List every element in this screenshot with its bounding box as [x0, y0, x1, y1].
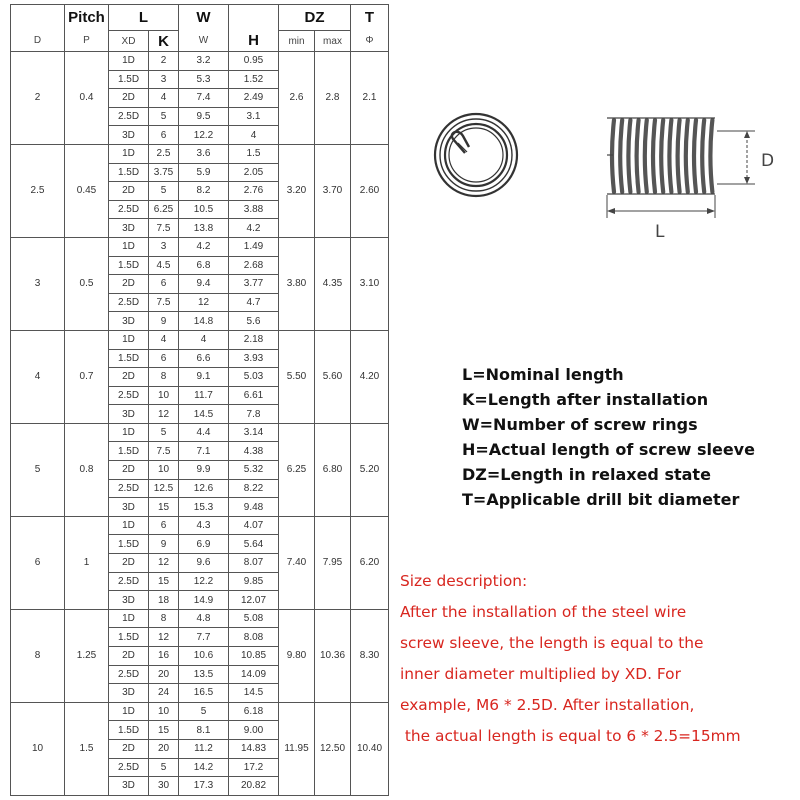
coil-turn	[612, 120, 614, 192]
cell-t: 2.1	[351, 52, 389, 145]
cell-k: 10	[149, 386, 179, 405]
description-line: After the installation of the steel wire	[400, 603, 687, 621]
cell-d: 3	[11, 237, 65, 330]
cell-w: 12.2	[179, 126, 229, 145]
header-w-label: W	[198, 35, 209, 47]
cell-k: 12	[149, 628, 179, 647]
cell-dz-max: 6.80	[315, 423, 351, 516]
table-row	[11, 702, 389, 721]
cell-xd: 3D	[109, 219, 149, 238]
legend-item-w: W=Number of screw rings	[462, 415, 698, 434]
cell-w: 5	[179, 702, 229, 721]
coil-side-view-icon	[607, 117, 715, 195]
legend-item-t: T=Applicable drill bit diameter	[462, 490, 740, 509]
cell-k: 7.5	[149, 219, 179, 238]
description-heading: Size description:	[400, 572, 528, 590]
cell-k: 5	[149, 423, 179, 442]
table-row	[11, 330, 389, 349]
cell-d: 8	[11, 609, 65, 702]
cell-k: 9	[149, 312, 179, 331]
spec-table	[10, 4, 389, 796]
cell-xd: 1.5D	[109, 70, 149, 89]
description-line: the actual length is equal to 6 * 2.5=15mm	[400, 727, 741, 745]
cell-dz-min: 3.80	[279, 237, 315, 330]
cell-w: 4.4	[179, 423, 229, 442]
header-phi: Φ	[351, 31, 389, 52]
cell-w: 16.5	[179, 684, 229, 703]
cell-dz-max: 5.60	[315, 330, 351, 423]
cell-d: 4	[11, 330, 65, 423]
cell-xd: 2.5D	[109, 758, 149, 777]
table-row	[11, 609, 389, 628]
cell-k: 7.5	[149, 293, 179, 312]
header-blank	[11, 5, 65, 31]
description-line: screw sleeve, the length is equal to the	[400, 634, 704, 652]
cell-k: 12	[149, 405, 179, 424]
cell-xd: 3D	[109, 777, 149, 796]
cell-h: 20.82	[229, 777, 279, 796]
cell-k: 12.5	[149, 479, 179, 498]
cell-w: 5.9	[179, 163, 229, 182]
coil-turn	[678, 120, 680, 192]
cell-xd: 2D	[109, 461, 149, 480]
cell-xd: 1.5D	[109, 349, 149, 368]
coil-turn	[686, 120, 688, 192]
table-row	[11, 144, 389, 163]
cell-h: 2.76	[229, 182, 279, 201]
d-dimension	[717, 131, 755, 184]
cell-k: 3.75	[149, 163, 179, 182]
cell-k: 3	[149, 237, 179, 256]
cell-h: 3.14	[229, 423, 279, 442]
cell-h: 10.85	[229, 647, 279, 666]
coil-turn	[694, 120, 696, 192]
cell-h: 5.64	[229, 535, 279, 554]
cell-k: 4	[149, 89, 179, 108]
cell-w: 7.1	[179, 442, 229, 461]
cell-h: 6.18	[229, 702, 279, 721]
cell-xd: 2D	[109, 647, 149, 666]
cell-pitch: 1	[65, 516, 109, 609]
coil-turn	[710, 120, 712, 192]
cell-k: 6	[149, 516, 179, 535]
table-row	[11, 423, 389, 442]
cell-k: 6.25	[149, 200, 179, 219]
spec-table-body	[11, 52, 389, 796]
cell-xd: 2D	[109, 182, 149, 201]
cell-dz-min: 7.40	[279, 516, 315, 609]
cell-xd: 1D	[109, 609, 149, 628]
cell-dz-max: 12.50	[315, 702, 351, 795]
cell-xd: 1D	[109, 237, 149, 256]
header-min: min	[279, 31, 315, 52]
header-pitch: Pitch	[65, 5, 109, 31]
cell-xd: 2D	[109, 368, 149, 387]
cell-xd: 1D	[109, 52, 149, 71]
cell-xd: 3D	[109, 591, 149, 610]
cell-t: 6.20	[351, 516, 389, 609]
cell-dz-max: 7.95	[315, 516, 351, 609]
cell-xd: 2.5D	[109, 107, 149, 126]
cell-h: 17.2	[229, 758, 279, 777]
cell-w: 4.3	[179, 516, 229, 535]
cell-h: 5.08	[229, 609, 279, 628]
cell-h: 12.07	[229, 591, 279, 610]
cell-h: 9.48	[229, 498, 279, 517]
cell-h: 0.95	[229, 52, 279, 71]
cell-pitch: 0.7	[65, 330, 109, 423]
cell-w: 9.6	[179, 554, 229, 573]
cell-xd: 1D	[109, 144, 149, 163]
cell-k: 15	[149, 721, 179, 740]
cell-xd: 2D	[109, 89, 149, 108]
cell-k: 24	[149, 684, 179, 703]
cell-w: 9.4	[179, 275, 229, 294]
cell-xd: 3D	[109, 312, 149, 331]
cell-k: 6	[149, 349, 179, 368]
cell-dz-max: 4.35	[315, 237, 351, 330]
cell-dz-min: 2.6	[279, 52, 315, 145]
cell-t: 5.20	[351, 423, 389, 516]
cell-k: 9	[149, 535, 179, 554]
cell-w: 10.6	[179, 647, 229, 666]
cell-xd: 3D	[109, 126, 149, 145]
cell-w: 12.6	[179, 479, 229, 498]
cell-k: 5	[149, 182, 179, 201]
cell-w: 3.6	[179, 144, 229, 163]
cell-k: 20	[149, 739, 179, 758]
header-h: H	[229, 31, 279, 52]
cell-xd: 2.5D	[109, 200, 149, 219]
header-dz: DZ	[279, 5, 351, 31]
cell-w: 14.2	[179, 758, 229, 777]
cell-k: 16	[149, 647, 179, 666]
cell-w: 4	[179, 330, 229, 349]
cell-h: 8.22	[229, 479, 279, 498]
cell-xd: 2D	[109, 739, 149, 758]
cell-k: 4.5	[149, 256, 179, 275]
coil-turn	[669, 120, 671, 192]
cell-pitch: 1.5	[65, 702, 109, 795]
cell-xd: 1D	[109, 516, 149, 535]
header-d: D	[11, 31, 65, 52]
cell-w: 7.7	[179, 628, 229, 647]
cell-dz-max: 2.8	[315, 52, 351, 145]
cell-k: 15	[149, 572, 179, 591]
cell-pitch: 0.5	[65, 237, 109, 330]
cell-xd: 2.5D	[109, 293, 149, 312]
header-t: T	[351, 5, 389, 31]
cell-h: 14.5	[229, 684, 279, 703]
cell-w: 8.2	[179, 182, 229, 201]
cell-h: 8.08	[229, 628, 279, 647]
cell-dz-min: 6.25	[279, 423, 315, 516]
cell-t: 2.60	[351, 144, 389, 237]
l-dimension	[607, 195, 715, 218]
cell-k: 3	[149, 70, 179, 89]
cell-w: 13.8	[179, 219, 229, 238]
cell-h: 7.8	[229, 405, 279, 424]
cell-h: 3.77	[229, 275, 279, 294]
cell-w: 10.5	[179, 200, 229, 219]
cell-h: 9.00	[229, 721, 279, 740]
cell-k: 20	[149, 665, 179, 684]
cell-xd: 1.5D	[109, 721, 149, 740]
cell-w: 13.5	[179, 665, 229, 684]
cell-d: 10	[11, 702, 65, 795]
cell-xd: 1D	[109, 330, 149, 349]
cell-w: 6.9	[179, 535, 229, 554]
cell-t: 10.40	[351, 702, 389, 795]
cell-h: 3.93	[229, 349, 279, 368]
coil-turn	[702, 120, 704, 192]
cell-k: 10	[149, 702, 179, 721]
cell-dz-min: 11.95	[279, 702, 315, 795]
cell-w: 17.3	[179, 777, 229, 796]
cell-t: 3.10	[351, 237, 389, 330]
cell-h: 3.1	[229, 107, 279, 126]
cell-h: 4	[229, 126, 279, 145]
cell-h: 2.05	[229, 163, 279, 182]
header-w-sub	[179, 31, 229, 52]
cell-xd: 1D	[109, 702, 149, 721]
coil-end-view-icon	[435, 114, 517, 196]
cell-xd: 3D	[109, 405, 149, 424]
cell-h: 1.49	[229, 237, 279, 256]
cell-t: 8.30	[351, 609, 389, 702]
cell-xd: 2.5D	[109, 386, 149, 405]
cell-w: 11.2	[179, 739, 229, 758]
cell-k: 7.5	[149, 442, 179, 461]
cell-pitch: 1.25	[65, 609, 109, 702]
cell-k: 4	[149, 330, 179, 349]
table-row	[11, 237, 389, 256]
cell-xd: 2.5D	[109, 665, 149, 684]
cell-w: 7.4	[179, 89, 229, 108]
cell-k: 5	[149, 758, 179, 777]
cell-w: 4.2	[179, 237, 229, 256]
cell-w: 12.2	[179, 572, 229, 591]
cell-xd: 1.5D	[109, 628, 149, 647]
coil-turn	[661, 120, 663, 192]
legend-item-l: L=Nominal length	[462, 365, 624, 384]
cell-w: 4.8	[179, 609, 229, 628]
cell-k: 10	[149, 461, 179, 480]
cell-h: 6.61	[229, 386, 279, 405]
cell-w: 14.9	[179, 591, 229, 610]
cell-h: 14.83	[229, 739, 279, 758]
cell-d: 5	[11, 423, 65, 516]
cell-h: 4.38	[229, 442, 279, 461]
cell-h: 4.2	[229, 219, 279, 238]
cell-k: 2.5	[149, 144, 179, 163]
cell-xd: 2D	[109, 275, 149, 294]
cell-xd: 1.5D	[109, 535, 149, 554]
cell-xd: 3D	[109, 498, 149, 517]
cell-pitch: 0.4	[65, 52, 109, 145]
cell-h: 3.88	[229, 200, 279, 219]
cell-h: 2.18	[229, 330, 279, 349]
cell-w: 12	[179, 293, 229, 312]
header-l: L	[109, 5, 179, 31]
cell-w: 9.1	[179, 368, 229, 387]
d-label: D	[761, 151, 775, 171]
header-xd: XD	[109, 31, 149, 52]
cell-pitch: 0.8	[65, 423, 109, 516]
header-max: max	[315, 31, 351, 52]
cell-xd: 2D	[109, 554, 149, 573]
thread-insert-diagrams	[395, 95, 785, 245]
cell-h: 5.32	[229, 461, 279, 480]
cell-k: 8	[149, 609, 179, 628]
legend-item-h: H=Actual length of screw sleeve	[462, 440, 755, 459]
cell-h: 14.09	[229, 665, 279, 684]
cell-k: 30	[149, 777, 179, 796]
header-h-top	[229, 5, 279, 31]
cell-w: 14.8	[179, 312, 229, 331]
l-label: L	[655, 222, 665, 242]
cell-dz-max: 10.36	[315, 609, 351, 702]
cell-dz-max: 3.70	[315, 144, 351, 237]
cell-k: 2	[149, 52, 179, 71]
cell-w: 11.7	[179, 386, 229, 405]
legend-item-k: K=Length after installation	[462, 390, 709, 409]
cell-k: 12	[149, 554, 179, 573]
cell-d: 2	[11, 52, 65, 145]
cell-d: 6	[11, 516, 65, 609]
cell-k: 5	[149, 107, 179, 126]
legend-list	[462, 362, 755, 512]
table-row	[11, 516, 389, 535]
cell-k: 8	[149, 368, 179, 387]
cell-w: 9.5	[179, 107, 229, 126]
header-p: P	[65, 31, 109, 52]
cell-h: 1.5	[229, 144, 279, 163]
cell-h: 5.03	[229, 368, 279, 387]
cell-xd: 1.5D	[109, 163, 149, 182]
description-line: inner diameter multiplied by XD. For	[400, 665, 681, 683]
cell-h: 4.7	[229, 293, 279, 312]
cell-t: 4.20	[351, 330, 389, 423]
cell-k: 15	[149, 498, 179, 517]
cell-xd: 1.5D	[109, 442, 149, 461]
cell-h: 8.07	[229, 554, 279, 573]
cell-w: 9.9	[179, 461, 229, 480]
cell-w: 3.2	[179, 52, 229, 71]
cell-h: 5.6	[229, 312, 279, 331]
cell-w: 6.8	[179, 256, 229, 275]
cell-h: 4.07	[229, 516, 279, 535]
size-description	[400, 566, 798, 752]
cell-dz-min: 3.20	[279, 144, 315, 237]
cell-k: 6	[149, 275, 179, 294]
description-line: example, M6 * 2.5D. After installation,	[400, 696, 695, 714]
header-k: K	[149, 31, 179, 52]
cell-w: 15.3	[179, 498, 229, 517]
coil-turn	[637, 120, 639, 192]
coil-turn	[620, 120, 622, 192]
coil-turn	[628, 120, 630, 192]
legend-item-dz: DZ=Length in relaxed state	[462, 465, 711, 484]
cell-xd: 3D	[109, 684, 149, 703]
header-w: W	[179, 5, 229, 31]
coil-turn	[653, 120, 655, 192]
cell-xd: 1D	[109, 423, 149, 442]
table-row	[11, 52, 389, 71]
cell-xd: 1.5D	[109, 256, 149, 275]
cell-w: 14.5	[179, 405, 229, 424]
cell-h: 2.49	[229, 89, 279, 108]
cell-w: 6.6	[179, 349, 229, 368]
cell-h: 2.68	[229, 256, 279, 275]
cell-pitch: 0.45	[65, 144, 109, 237]
cell-xd: 2.5D	[109, 572, 149, 591]
coil-turn	[645, 120, 647, 192]
cell-h: 1.52	[229, 70, 279, 89]
cell-w: 5.3	[179, 70, 229, 89]
cell-k: 6	[149, 126, 179, 145]
cell-dz-min: 5.50	[279, 330, 315, 423]
cell-w: 8.1	[179, 721, 229, 740]
cell-dz-min: 9.80	[279, 609, 315, 702]
cell-d: 2.5	[11, 144, 65, 237]
cell-xd: 2.5D	[109, 479, 149, 498]
cell-k: 18	[149, 591, 179, 610]
cell-h: 9.85	[229, 572, 279, 591]
